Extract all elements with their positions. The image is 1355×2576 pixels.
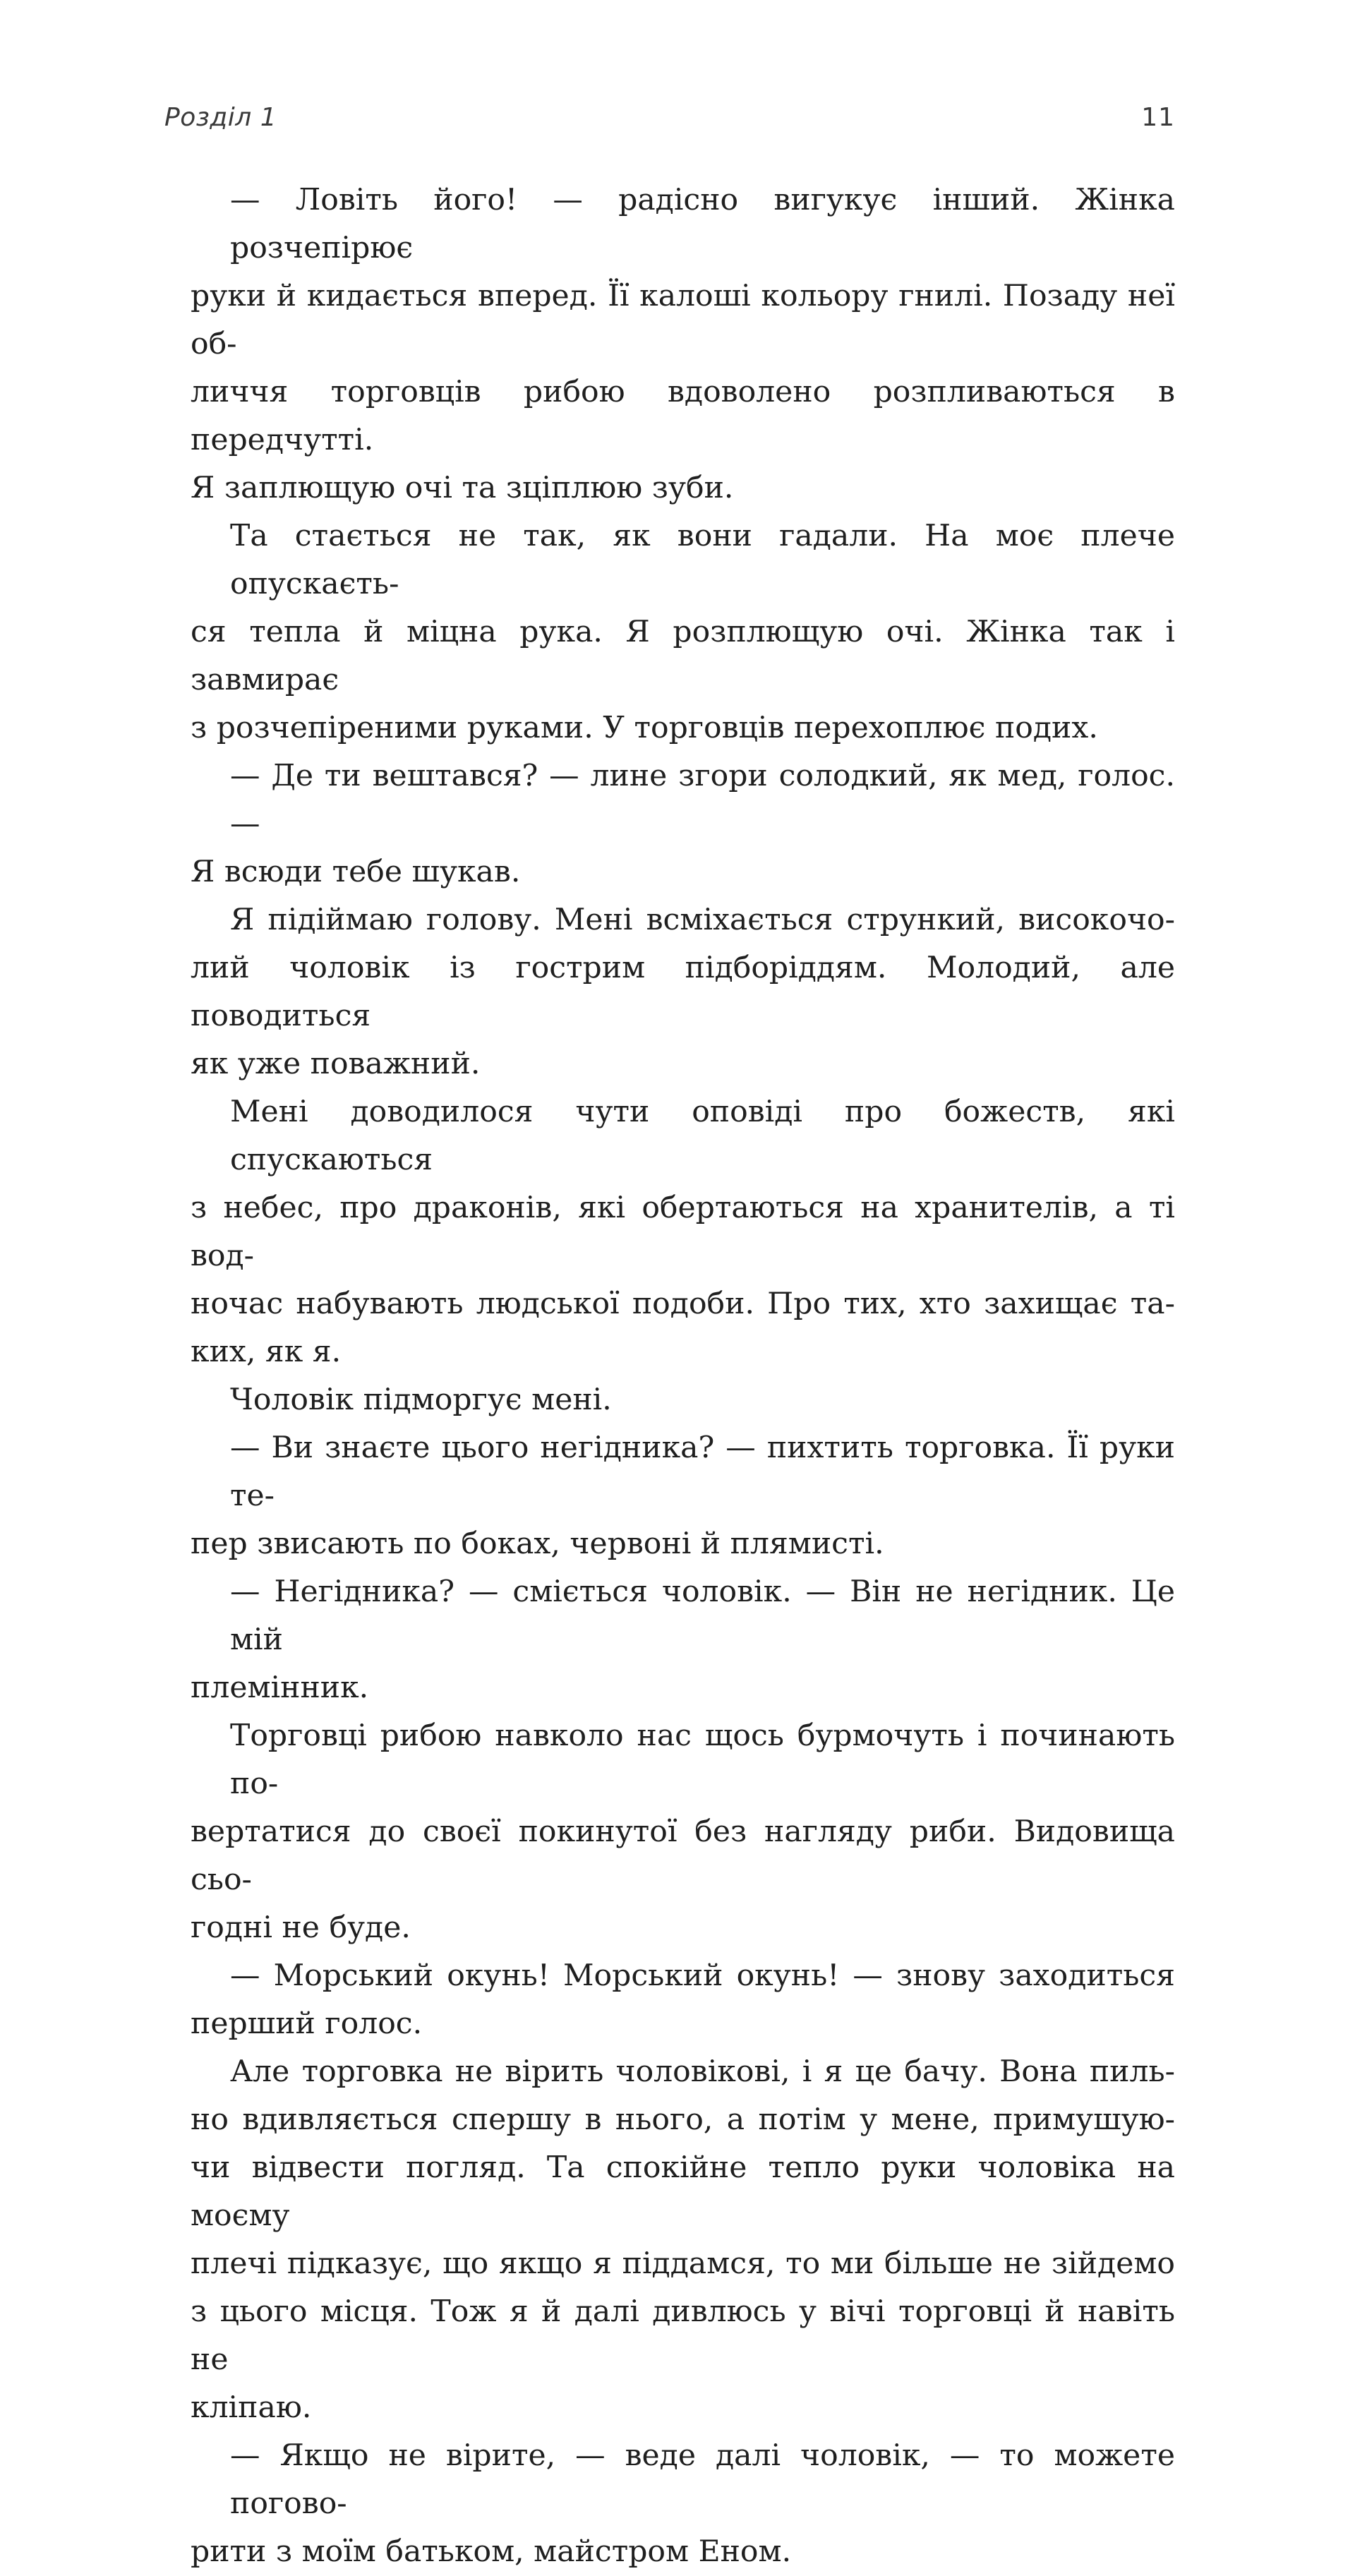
paragraph <box>191 1568 1175 1712</box>
running-head <box>164 96 1175 147</box>
text-line: вертатися до своєї покинутої без нагляду риби. Видовища сьо- <box>191 1814 1175 1897</box>
text-line: Чоловік підморгує мені. <box>230 1383 612 1417</box>
text-line: Мені доводилося чути оповіді про божеств, які спускаються <box>230 1095 1175 1177</box>
paragraph <box>191 1952 1175 2048</box>
chapter-label: Розділ 1 <box>164 103 277 132</box>
text-line: ся тепла й міцна рука. Я розплющую очі. Жінка так і завмирає <box>191 615 1175 697</box>
text-line: ких, як я. <box>191 1335 342 1369</box>
text-line: — Якщо не вірите, — веде далі чоловік, — то можете погово- <box>230 2438 1175 2521</box>
text-line: — Морський окунь! Морський окунь! — знову заходиться <box>230 1958 1175 1993</box>
text-line: — Негідника? — сміється чоловік. — Він не негідник. Це мій <box>230 1575 1175 1657</box>
text-line: Я підіймаю голову. Мені всміхається стрункий, високочо- <box>230 903 1175 937</box>
text-line: перший голос. <box>191 2006 423 2041</box>
text-line: лий чоловік із гострим підборіддям. Молодий, але поводиться <box>191 951 1175 1033</box>
paragraph <box>191 176 1175 512</box>
page-number: 11 <box>1141 103 1175 132</box>
text-line: плечі підказує, що якщо я піддамся, то ми більше не зійдемо <box>191 2246 1175 2281</box>
text-line: як уже поважний. <box>191 1047 481 1081</box>
text-line: з небес, про драконів, які обертаються на хранителів, а ті вод- <box>191 1191 1175 1273</box>
body-text <box>191 176 1175 2576</box>
text-line: — Де ти вештався? — лине згори солодкий, як мед, голос. — <box>230 759 1175 841</box>
text-line: рити з моїм батьком, майстром Еном. <box>191 2534 792 2569</box>
text-line: Я заплющую очі та зціплюю зуби. <box>191 471 734 505</box>
text-line: — Ви знаєте цього негідника? — пихтить торговка. Її руки те- <box>230 1431 1175 1513</box>
text-line: личчя торговців рибою вдоволено розпливаються в передчутті. <box>191 375 1175 457</box>
text-line: но вдивляється спершу в нього, а потім у мене, примушую- <box>191 2102 1175 2137</box>
text-line: пер звисають по боках, червоні й плямисті. <box>191 1527 884 1561</box>
text-line: племінник. <box>191 1671 369 1705</box>
text-line: годні не буде. <box>191 1910 411 1945</box>
paragraph <box>191 896 1175 1088</box>
text-line: Торговці рибою навколо нас щось бурмочуть і починають по- <box>230 1719 1175 1801</box>
text-line: з цього місця. Тож я й далі дивлюсь у вічі торговці й навіть не <box>191 2294 1175 2377</box>
text-line: чи відвести погляд. Та спокійне тепло руки чоловіка на моєму <box>191 2150 1175 2233</box>
paragraph <box>191 1376 1175 1424</box>
paragraph <box>191 1424 1175 1568</box>
paragraph <box>191 1712 1175 1952</box>
paragraph <box>191 2432 1175 2576</box>
paragraph <box>191 2048 1175 2432</box>
text-line: Але торговка не вірить чоловікові, і я це бачу. Вона пиль- <box>230 2054 1175 2089</box>
paragraph <box>191 1088 1175 1376</box>
paragraph <box>191 752 1175 896</box>
text-line: руки й кидається вперед. Її калоші кольору гнилі. Позаду неї об- <box>191 279 1175 361</box>
paragraph <box>191 512 1175 752</box>
text-line: з розчепіреними руками. У торговців перехоплює подих. <box>191 711 1098 745</box>
text-line: ночас набувають людської подоби. Про тих, хто захищає та- <box>191 1287 1175 1321</box>
text-line: — Ловіть його! — радісно вигукує інший. Жінка розчепірює <box>230 183 1175 265</box>
text-line: Та стається не так, як вони гадали. На моє плече опускаєть- <box>230 519 1175 601</box>
text-line: кліпаю. <box>191 2390 312 2425</box>
text-line: Я всюди тебе шукав. <box>191 855 521 889</box>
